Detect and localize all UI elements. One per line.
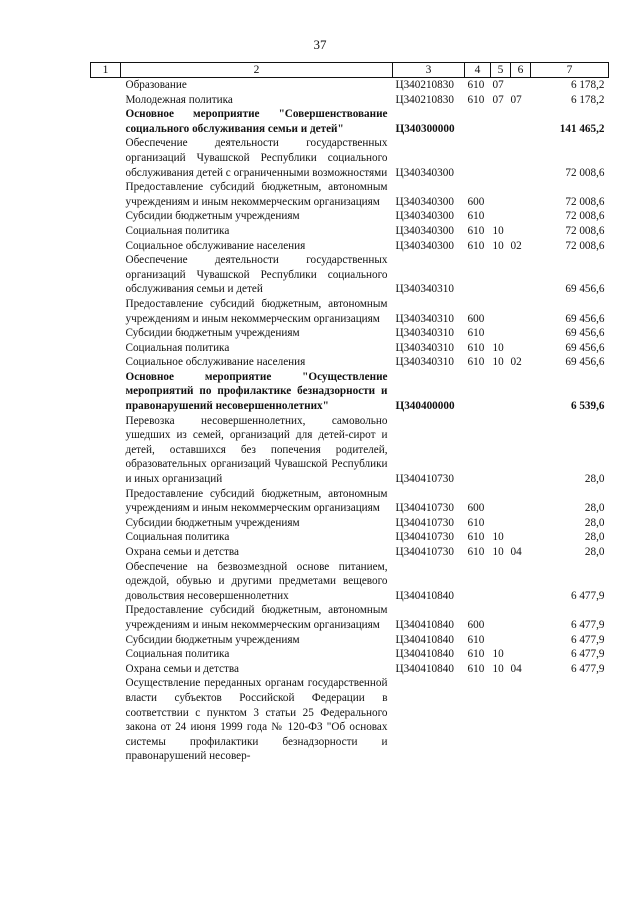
table-row [91, 326, 609, 341]
expense-name-cell: Социальная политика [125, 224, 230, 237]
amount-cell: 6 477,9 [570, 618, 605, 631]
section-cell: 07 [492, 79, 504, 91]
section-cell [491, 676, 511, 764]
section-cell [491, 107, 511, 136]
section-cell [491, 487, 511, 516]
row-number-cell [91, 370, 121, 414]
row-number-cell [91, 93, 121, 108]
subsection-cell [511, 107, 531, 136]
subsection-cell: 04 [510, 546, 522, 558]
expense-type-cell: 610 [467, 93, 485, 106]
expense-name-cell: Социальная политика [125, 648, 230, 661]
row-number-cell [91, 603, 121, 632]
section-cell: 10 [492, 531, 504, 544]
table-row [91, 253, 609, 297]
amount-cell: 28,0 [584, 516, 605, 529]
expense-type-cell: 610 [467, 239, 485, 252]
row-number-cell [91, 662, 121, 677]
subsection-cell [511, 297, 531, 326]
expense-name-cell: Осуществление переданных органам государственной власти субъектов Российской Федерации в соответствии с пунктом 3 статьи 25 Федерального закона от 24 июня 1999 года № 120-ФЗ "Об основах системы профилактики безнадзорности и правонарушений несовер- [125, 677, 388, 763]
target-code-cell: Ц340340300 [395, 166, 454, 179]
table-row [91, 370, 609, 414]
section-cell [491, 253, 511, 297]
subsection-cell [511, 603, 531, 632]
amount-cell: 69 456,6 [565, 356, 605, 369]
table-body [91, 78, 609, 764]
header-cell: 5 [491, 63, 511, 78]
target-code-cell: Ц340410840 [395, 618, 454, 631]
expense-name-cell: Образование [125, 79, 187, 91]
expense-name-cell: Молодежная политика [125, 93, 233, 106]
target-code-cell: Ц340340300 [395, 195, 454, 208]
amount-cell: 72 008,6 [565, 239, 605, 252]
amount-cell: 69 456,6 [565, 283, 605, 296]
target-code-cell: Ц340410730 [395, 473, 454, 486]
subsection-cell [511, 516, 531, 531]
section-cell [491, 516, 511, 531]
expense-name-cell: Обеспечение на безвозмездной основе питанием, одеждой, обувью и другими предметами вещевого довольствия несовершеннолетних [125, 560, 388, 602]
subsection-cell [511, 136, 531, 180]
row-number-cell [91, 487, 121, 516]
expense-name-cell: Субсидии бюджетным учреждениям [125, 210, 300, 223]
expense-type-cell: 600 [467, 312, 485, 325]
expense-type-cell [465, 136, 491, 180]
section-cell [491, 370, 511, 414]
expense-name-cell: Охрана семьи и детства [125, 546, 239, 558]
section-cell: 10 [492, 546, 504, 558]
section-cell [491, 414, 511, 487]
row-number-cell [91, 560, 121, 604]
amount-cell: 69 456,6 [565, 327, 605, 340]
expense-type-cell: 600 [467, 618, 485, 631]
table-row [91, 603, 609, 632]
expense-type-cell [465, 560, 491, 604]
expense-name-cell: Обеспечение деятельности государственных организаций Чувашской Республики социального обслуживания детей с ограниченными возможностями [125, 137, 388, 179]
table-row [91, 530, 609, 545]
table-row [91, 647, 609, 662]
expense-type-cell: 610 [467, 633, 485, 646]
table-row [91, 560, 609, 604]
target-code-cell: Ц340400000 [395, 400, 455, 413]
section-cell: 10 [492, 662, 504, 675]
target-code-cell: Ц340300000 [395, 122, 455, 135]
table-row [91, 516, 609, 531]
expense-name-cell: Обеспечение деятельности государственных организаций Чувашской Республики социального обслуживания семьи и детей [125, 254, 388, 296]
target-code-cell: Ц340410730 [395, 516, 454, 529]
amount-cell: 141 465,2 [559, 122, 605, 135]
row-number-cell [91, 253, 121, 297]
target-code-cell: Ц340210830 [395, 79, 454, 91]
subsection-cell [511, 180, 531, 209]
subsection-cell [511, 633, 531, 648]
row-number-cell [91, 78, 121, 93]
expense-type-cell: 610 [467, 648, 485, 661]
expense-name-cell: Предоставление субсидий бюджетным, автономным учреждениям и иным некоммерческим организациям [125, 181, 388, 208]
subsection-cell [511, 414, 531, 487]
target-code-cell: Ц340340300 [395, 239, 454, 252]
row-number-cell [91, 414, 121, 487]
expense-type-cell [465, 676, 491, 764]
amount-cell: 28,0 [584, 473, 605, 486]
expense-type-cell: 610 [467, 356, 485, 369]
expense-type-cell: 600 [467, 502, 485, 515]
expense-type-cell: 610 [467, 546, 485, 558]
table-row [91, 136, 609, 180]
row-number-cell [91, 326, 121, 341]
expense-type-cell: 610 [467, 327, 485, 340]
row-number-cell [91, 355, 121, 370]
amount-cell: 72 008,6 [565, 195, 605, 208]
row-number-cell [91, 530, 121, 545]
header-cell: 4 [465, 63, 491, 78]
amount-cell: 28,0 [584, 502, 605, 515]
target-code-cell: Ц340410730 [395, 531, 454, 544]
subsection-cell [511, 326, 531, 341]
expense-type-cell [465, 107, 491, 136]
subsection-cell [511, 676, 531, 764]
expense-type-cell: 610 [467, 341, 485, 354]
section-cell [491, 136, 511, 180]
row-number-cell [91, 676, 121, 764]
subsection-cell [511, 78, 531, 93]
expense-name-cell: Охрана семьи и детства [125, 662, 239, 675]
section-cell [491, 209, 511, 224]
expense-name-cell: Субсидии бюджетным учреждениям [125, 327, 300, 340]
section-cell: 10 [492, 224, 504, 237]
amount-cell: 6 477,9 [570, 662, 605, 675]
expense-type-cell [465, 370, 491, 414]
amount-cell: 6 477,9 [570, 648, 605, 661]
target-code-cell: Ц340410840 [395, 648, 454, 661]
target-code-cell: Ц340410840 [395, 662, 454, 675]
target-code-cell: Ц340340310 [395, 283, 454, 296]
subsection-cell: 02 [510, 239, 522, 252]
subsection-cell [511, 209, 531, 224]
row-number-cell [91, 341, 121, 356]
amount-cell: 69 456,6 [565, 341, 605, 354]
amount-cell: 28,0 [584, 531, 605, 544]
subsection-cell [511, 224, 531, 239]
row-number-cell [91, 633, 121, 648]
budget-table [90, 62, 609, 764]
target-code-cell: Ц340410730 [395, 502, 454, 515]
subsection-cell: 02 [510, 356, 522, 369]
row-number-cell [91, 239, 121, 254]
row-number-cell [91, 297, 121, 326]
table-row [91, 545, 609, 560]
expense-name-cell: Предоставление субсидий бюджетным, автономным учреждениям и иным некоммерческим организациям [125, 604, 388, 631]
section-cell [491, 603, 511, 632]
target-code-cell: Ц340340300 [395, 224, 454, 237]
subsection-cell [511, 370, 531, 414]
subsection-cell [511, 530, 531, 545]
expense-name-cell: Основное мероприятие "Осуществление мероприятий по профилактике безнадзорности и правонарушений несовершеннолетних" [125, 370, 388, 413]
amount-cell: 6 539,6 [570, 400, 605, 413]
subsection-cell [511, 560, 531, 604]
header-cell: 1 [91, 63, 121, 78]
header-cell: 2 [121, 63, 393, 78]
header-cell: 6 [511, 63, 531, 78]
section-cell: 10 [492, 648, 504, 661]
subsection-cell [511, 341, 531, 356]
budget-table-container [90, 62, 609, 764]
row-number-cell [91, 647, 121, 662]
page-number: 37 [313, 37, 327, 52]
section-cell [491, 297, 511, 326]
expense-name-cell: Социальная политика [125, 341, 230, 354]
expense-name-cell: Предоставление субсидий бюджетным, автономным учреждениям и иным некоммерческим организациям [125, 297, 388, 325]
row-number-cell [91, 180, 121, 209]
target-code-cell: Ц340340310 [395, 327, 454, 340]
amount-cell: 6 477,9 [570, 633, 605, 646]
table-row [91, 78, 609, 93]
subsection-cell: 04 [510, 662, 522, 675]
table-header-row [91, 63, 609, 78]
amount-cell: 6 477,9 [570, 589, 605, 602]
table-row [91, 297, 609, 326]
row-number-cell [91, 107, 121, 136]
expense-name-cell: Субсидии бюджетным учреждениям [125, 516, 300, 529]
target-code-cell: Ц340410840 [395, 633, 454, 646]
target-code-cell [393, 676, 465, 764]
target-code-cell: Ц340410840 [395, 589, 454, 602]
subsection-cell: 07 [510, 93, 522, 106]
amount-cell [531, 676, 609, 764]
table-row [91, 414, 609, 487]
header-cell: 3 [393, 63, 465, 78]
section-cell [491, 326, 511, 341]
amount-cell: 6 178,2 [570, 93, 605, 106]
expense-type-cell: 610 [467, 662, 485, 675]
amount-cell: 6 178,2 [570, 79, 605, 91]
amount-cell: 72 008,6 [565, 224, 605, 237]
section-cell [491, 180, 511, 209]
table-row [91, 224, 609, 239]
table-row [91, 239, 609, 254]
target-code-cell: Ц340340310 [395, 356, 454, 369]
target-code-cell: Ц340340310 [395, 312, 454, 325]
expense-name-cell: Предоставление субсидий бюджетным, автономным учреждениям и иным некоммерческим организациям [125, 487, 388, 515]
target-code-cell: Ц340340300 [395, 210, 454, 223]
amount-cell: 72 008,6 [565, 210, 605, 223]
row-number-cell [91, 545, 121, 560]
expense-name-cell: Субсидии бюджетным учреждениям [125, 633, 300, 646]
subsection-cell [511, 487, 531, 516]
target-code-cell: Ц340410730 [395, 546, 454, 558]
table-row [91, 107, 609, 136]
table-row [91, 662, 609, 677]
target-code-cell: Ц340340310 [395, 341, 454, 354]
table-row [91, 209, 609, 224]
section-cell: 07 [492, 93, 504, 106]
expense-type-cell: 610 [467, 516, 485, 529]
subsection-cell [511, 647, 531, 662]
table-row [91, 676, 609, 764]
target-code-cell: Ц340210830 [395, 93, 454, 106]
expense-type-cell [465, 414, 491, 487]
expense-type-cell: 610 [467, 531, 485, 544]
section-cell: 10 [492, 356, 504, 369]
expense-type-cell: 610 [467, 210, 485, 223]
row-number-cell [91, 224, 121, 239]
expense-name-cell: Социальная политика [125, 531, 230, 544]
section-cell [491, 633, 511, 648]
header-cell: 7 [531, 63, 609, 78]
expense-type-cell [465, 253, 491, 297]
expense-name-cell: Социальное обслуживание населения [125, 239, 306, 252]
table-row [91, 341, 609, 356]
table-row [91, 487, 609, 516]
section-cell: 10 [492, 341, 504, 354]
row-number-cell [91, 209, 121, 224]
expense-type-cell: 610 [467, 224, 485, 237]
expense-name-cell: Основное мероприятие "Совершенствование социального обслуживания семьи и детей" [125, 108, 388, 135]
row-number-cell [91, 136, 121, 180]
section-cell: 10 [492, 239, 504, 252]
table-row [91, 93, 609, 108]
amount-cell: 72 008,6 [565, 166, 605, 179]
expense-name-cell: Социальное обслуживание населения [125, 356, 306, 369]
expense-name-cell: Перевозка несовершеннолетних, самовольно ушедших из семей, организаций для детей-сирот и детей, оставшихся без попечения родителей, образовательных организаций Чувашской Республики и иных организаций [125, 414, 388, 486]
table-row [91, 355, 609, 370]
expense-type-cell: 610 [467, 79, 485, 91]
table-row [91, 180, 609, 209]
amount-cell: 69 456,6 [565, 312, 605, 325]
amount-cell: 28,0 [584, 546, 605, 558]
row-number-cell [91, 516, 121, 531]
subsection-cell [511, 253, 531, 297]
table-row [91, 633, 609, 648]
expense-type-cell: 600 [467, 195, 485, 208]
section-cell [491, 560, 511, 604]
